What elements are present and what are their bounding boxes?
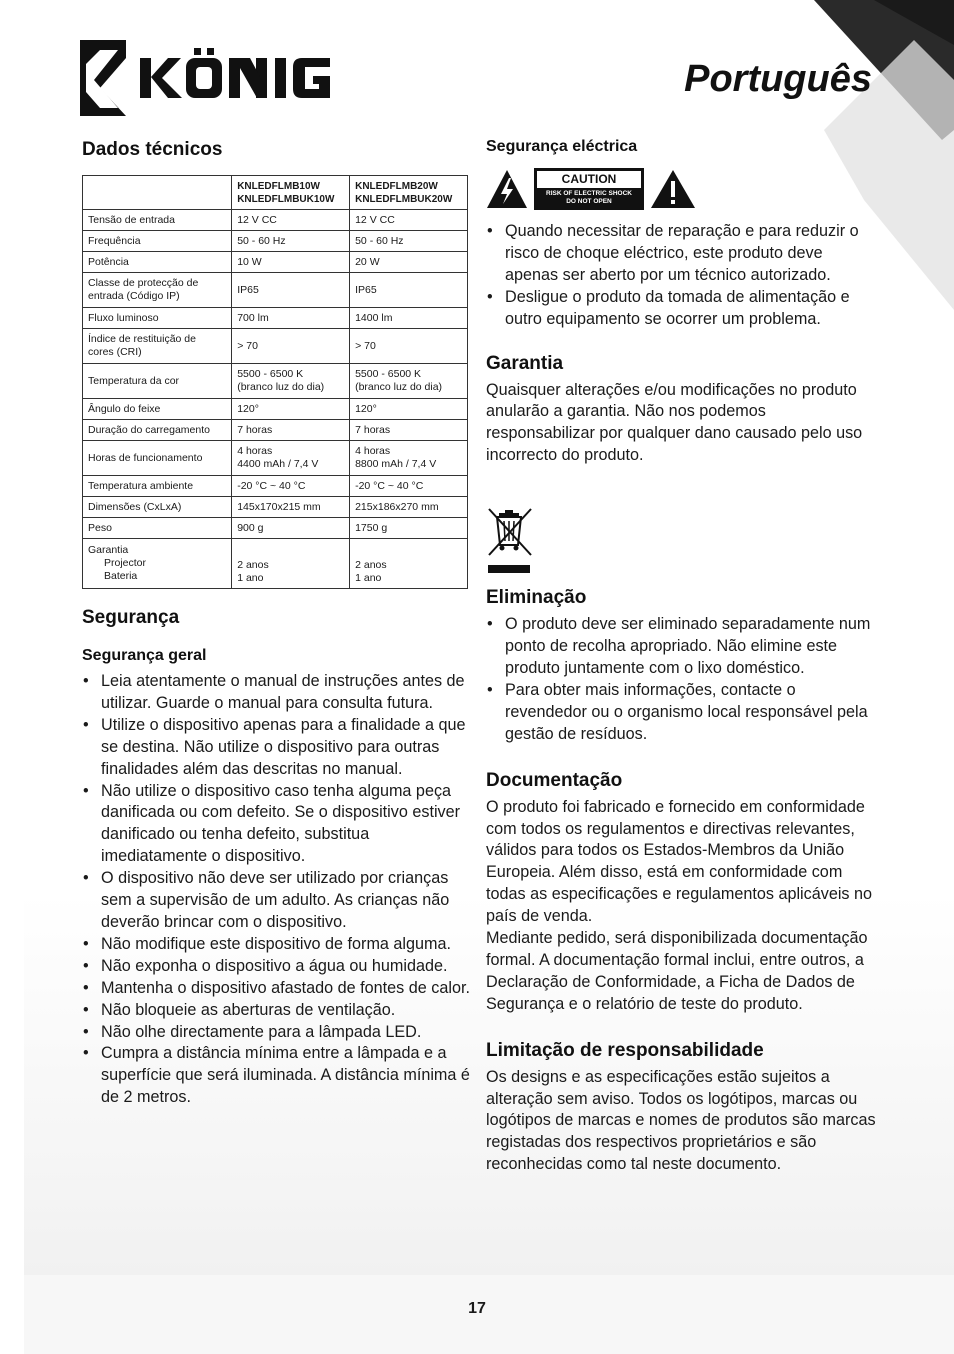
cell-text: Peso <box>88 521 112 534</box>
cell-text: 12 V CC <box>237 213 277 226</box>
cell-text: Temperatura da cor <box>88 374 180 387</box>
disposal-list <box>486 614 878 745</box>
warranty-text: Quaisquer alterações e/ou modificações no produto anularão a garantia. Não nos podemos responsabilizar por qualquer dano causado pelo uso incorrecto do produto. <box>486 380 863 465</box>
cell-text: 215x186x270 mm <box>355 500 439 513</box>
table-cell <box>232 364 350 399</box>
table-cell <box>350 518 468 539</box>
table-cell <box>232 420 350 441</box>
table-row <box>83 420 468 441</box>
table-cell <box>83 231 232 252</box>
table-cell <box>83 441 232 476</box>
caution-text-line: RISK OF ELECTRIC SHOCK <box>546 190 632 197</box>
list-item: • Não exponha o dispositivo a água ou humidade. <box>82 956 470 978</box>
cell-text: Potência <box>88 255 129 268</box>
table-cell <box>83 539 232 589</box>
list-item: • Não modifique este dispositivo de forma alguma. <box>82 934 470 956</box>
electric-safety-heading: Segurança eléctrica <box>486 138 638 155</box>
cell-text: 8800 mAh / 7,4 V <box>355 458 437 470</box>
cell-text: 120° <box>355 402 377 415</box>
cell-text: 50 - 60 Hz <box>237 234 286 247</box>
table-row <box>83 210 468 231</box>
cell-text: 12 V CC <box>355 213 395 226</box>
cell-text: Temperatura ambiente <box>88 479 194 492</box>
table-body <box>83 210 468 539</box>
documentation-text: O produto foi fabricado e fornecido em conformidade com todos os regulamentos e directivas relevantes, válidos para todos os Estados-Membros da União Europeia. Além disso, está em conformidade com todas as especificações e regulamentos aplicáveis no país de venda. <box>486 797 873 926</box>
cell-text: 5500 - 6500 K <box>355 368 422 380</box>
tech-specs-table <box>82 175 468 589</box>
cell-text: IP65 <box>355 283 377 296</box>
cell-text: > 70 <box>237 339 258 352</box>
caution-text-line: DO NOT OPEN <box>566 198 612 205</box>
caution-box <box>534 168 644 210</box>
caution-label <box>486 168 878 210</box>
table-row <box>83 308 468 329</box>
table-cell <box>232 273 350 308</box>
cell-text: 4400 mAh / 7,4 V <box>237 458 319 470</box>
list-item: • Mantenha o dispositivo afastado de fontes de calor. <box>82 978 470 1000</box>
model-name: KNLEDFLMBUK10W <box>237 193 335 205</box>
cell-text: 5500 - 6500 K <box>237 368 304 380</box>
cell-text: Projector <box>104 557 147 569</box>
cell-text: 4 horas <box>237 445 273 457</box>
cell-text: 50 - 60 Hz <box>355 234 404 247</box>
cell-text: -20 °C ~ 40 °C <box>355 479 424 492</box>
cell-text: 1 ano <box>237 572 264 584</box>
table-row <box>83 252 468 273</box>
left-column <box>82 136 470 1109</box>
table-cell <box>350 476 468 497</box>
cell-text: Tensão de entrada <box>88 213 175 226</box>
model-name: KNLEDFLMB20W <box>355 180 438 192</box>
table-cell <box>232 539 350 589</box>
table-cell <box>83 329 232 364</box>
table-cell <box>232 476 350 497</box>
list-item: • Utilize o dispositivo apenas para a finalidade a que se destina. Não utilize o dispositivo para outras finalidades além das descritas no manual. <box>82 715 470 781</box>
cell-text: cores (CRI) <box>88 346 142 358</box>
cell-text: Frequência <box>88 234 141 247</box>
cell-text: entrada (Código IP) <box>88 290 180 302</box>
exclamation-warning-icon <box>650 168 696 210</box>
right-column <box>486 136 878 1176</box>
list-item: • Não utilize o dispositivo caso tenha alguma peça danificada ou com defeito. Se o dispositivo estiver danificado ou tenha defeito, substitua imediatamente o dispositivo. <box>82 781 470 869</box>
table-cell <box>83 420 232 441</box>
table-cell <box>83 364 232 399</box>
table-cell <box>232 497 350 518</box>
table-row <box>83 476 468 497</box>
list-item: • Desligue o produto da tomada de alimentação e outro equipamento se ocorrer um problema. <box>486 287 878 331</box>
konig-logo <box>80 40 336 116</box>
list-item: • Não bloqueie as aberturas de ventilação. <box>82 1000 470 1022</box>
table-row <box>83 441 468 476</box>
table-cell <box>350 231 468 252</box>
table-cell <box>350 329 468 364</box>
liability-heading: Limitação de responsabilidade <box>486 1039 764 1061</box>
table-row <box>83 518 468 539</box>
cell-text: (branco luz do dia) <box>355 381 443 393</box>
list-item: • Quando necessitar de reparação e para reduzir o risco de choque eléctrico, este produto deve apenas ser aberto por um técnico autorizado. <box>486 221 878 287</box>
list-item: • Leia atentamente o manual de instruções antes de utilizar. Guarde o manual para consulta futura. <box>82 671 470 715</box>
table-cell <box>232 308 350 329</box>
table-cell <box>350 441 468 476</box>
table-cell <box>350 273 468 308</box>
table-cell <box>350 210 468 231</box>
table-row <box>83 273 468 308</box>
table-cell <box>350 176 468 210</box>
weee-bin-icon <box>486 507 534 577</box>
cell-text: 20 W <box>355 255 380 268</box>
cell-text: Ângulo do feixe <box>88 402 161 415</box>
table-cell <box>83 273 232 308</box>
model-name: KNLEDFLMB10W <box>237 180 320 192</box>
list-item: • O produto deve ser eliminado separadamente num ponto de recolha apropriado. Não elimine este produto juntamente com o lixo doméstico. <box>486 614 878 680</box>
cell-text: Bateria <box>104 570 138 582</box>
cell-text: 2 anos <box>237 559 269 571</box>
table-cell <box>83 497 232 518</box>
cell-text: 1750 g <box>355 521 388 534</box>
cell-text: IP65 <box>237 283 259 296</box>
safety-heading: Segurança <box>82 607 180 628</box>
documentation-text: Mediante pedido, será disponibilizada documentação formal. A documentação formal inclui, entre outros, a Declaração de Conformidade, a Ficha de Dados de Segurança e o relatório de teste do produto. <box>486 929 868 1013</box>
list-item: • Cumpra a distância mínima entre a lâmpada e a superfície que será iluminada. A distância mínima é de 2 metros. <box>82 1043 470 1109</box>
table-cell <box>83 252 232 273</box>
cell-text: (branco luz do dia) <box>237 381 325 393</box>
cell-text: Dimensões (CxLxA) <box>88 500 182 513</box>
cell-text: 7 horas <box>237 423 273 436</box>
general-safety-heading: Segurança geral <box>82 647 207 664</box>
table-row <box>83 364 468 399</box>
caution-word: CAUTION <box>537 171 641 188</box>
table-cell <box>232 252 350 273</box>
list-item: • O dispositivo não deve ser utilizado por crianças sem a supervisão de um adulto. As crianças não deverão brincar com o dispositivo. <box>82 868 470 934</box>
table-cell <box>83 308 232 329</box>
cell-text: 4 horas <box>355 445 391 457</box>
cell-text: 700 lm <box>237 311 269 324</box>
electric-safety-list <box>486 221 878 331</box>
language-title: Português <box>684 58 872 100</box>
disposal-heading: Eliminação <box>486 587 587 609</box>
cell-text: 1 ano <box>355 572 382 584</box>
table-row <box>83 497 468 518</box>
tech-specs-heading: Dados técnicos <box>82 139 223 160</box>
table-cell <box>232 210 350 231</box>
cell-text: Duração do carregamento <box>88 423 210 436</box>
table-row <box>83 329 468 364</box>
table-cell <box>83 476 232 497</box>
table-cell <box>83 176 232 210</box>
cell-text: 1400 lm <box>355 311 393 324</box>
cell-text: Garantia <box>88 544 129 556</box>
table-cell <box>232 441 350 476</box>
electric-shock-warning-icon <box>486 168 528 210</box>
documentation-heading: Documentação <box>486 769 623 791</box>
cell-text: 2 anos <box>355 559 387 571</box>
table-row <box>83 399 468 420</box>
cell-text: 10 W <box>237 255 262 268</box>
table-cell <box>83 518 232 539</box>
table-cell <box>83 210 232 231</box>
table-cell <box>232 176 350 210</box>
cell-text: Fluxo luminoso <box>88 311 159 324</box>
list-item: • Não olhe directamente para a lâmpada LED. <box>82 1022 470 1044</box>
cell-text: Horas de funcionamento <box>88 451 203 464</box>
table-row <box>83 539 468 589</box>
table-cell <box>350 252 468 273</box>
table-cell <box>350 420 468 441</box>
table-cell <box>232 399 350 420</box>
cell-text: 900 g <box>237 521 264 534</box>
cell-text: -20 °C ~ 40 °C <box>237 479 306 492</box>
table-cell <box>232 231 350 252</box>
cell-text: 7 horas <box>355 423 391 436</box>
cell-text: Classe de protecção de <box>88 277 199 289</box>
table-header-row <box>83 176 468 210</box>
table-cell <box>232 329 350 364</box>
page-number: 17 <box>468 1300 486 1317</box>
table-row <box>83 231 468 252</box>
table-cell <box>350 364 468 399</box>
table-cell <box>350 539 468 589</box>
cell-text: Índice de restituição de <box>88 333 196 345</box>
table-cell <box>350 399 468 420</box>
liability-text: Os designs e as especificações estão sujeitos a alteração sem aviso. Todos os logótipos, marcas ou logótipos de marcas e nomes de produtos são marcas registadas dos respectivos proprietários e são reconhecidas como tal neste documento. <box>486 1067 876 1174</box>
table-cell <box>350 497 468 518</box>
list-item: • Para obter mais informações, contacte o revendedor ou o organismo local responsável pela gestão de resíduos. <box>486 680 878 746</box>
warranty-heading: Garantia <box>486 352 564 374</box>
table-cell <box>350 308 468 329</box>
cell-text: 145x170x215 mm <box>237 500 321 513</box>
cell-text: > 70 <box>355 339 376 352</box>
model-name: KNLEDFLMBUK20W <box>355 193 453 205</box>
general-safety-list <box>82 671 470 1109</box>
table-cell <box>83 399 232 420</box>
cell-text: 120° <box>237 402 259 415</box>
table-cell <box>232 518 350 539</box>
